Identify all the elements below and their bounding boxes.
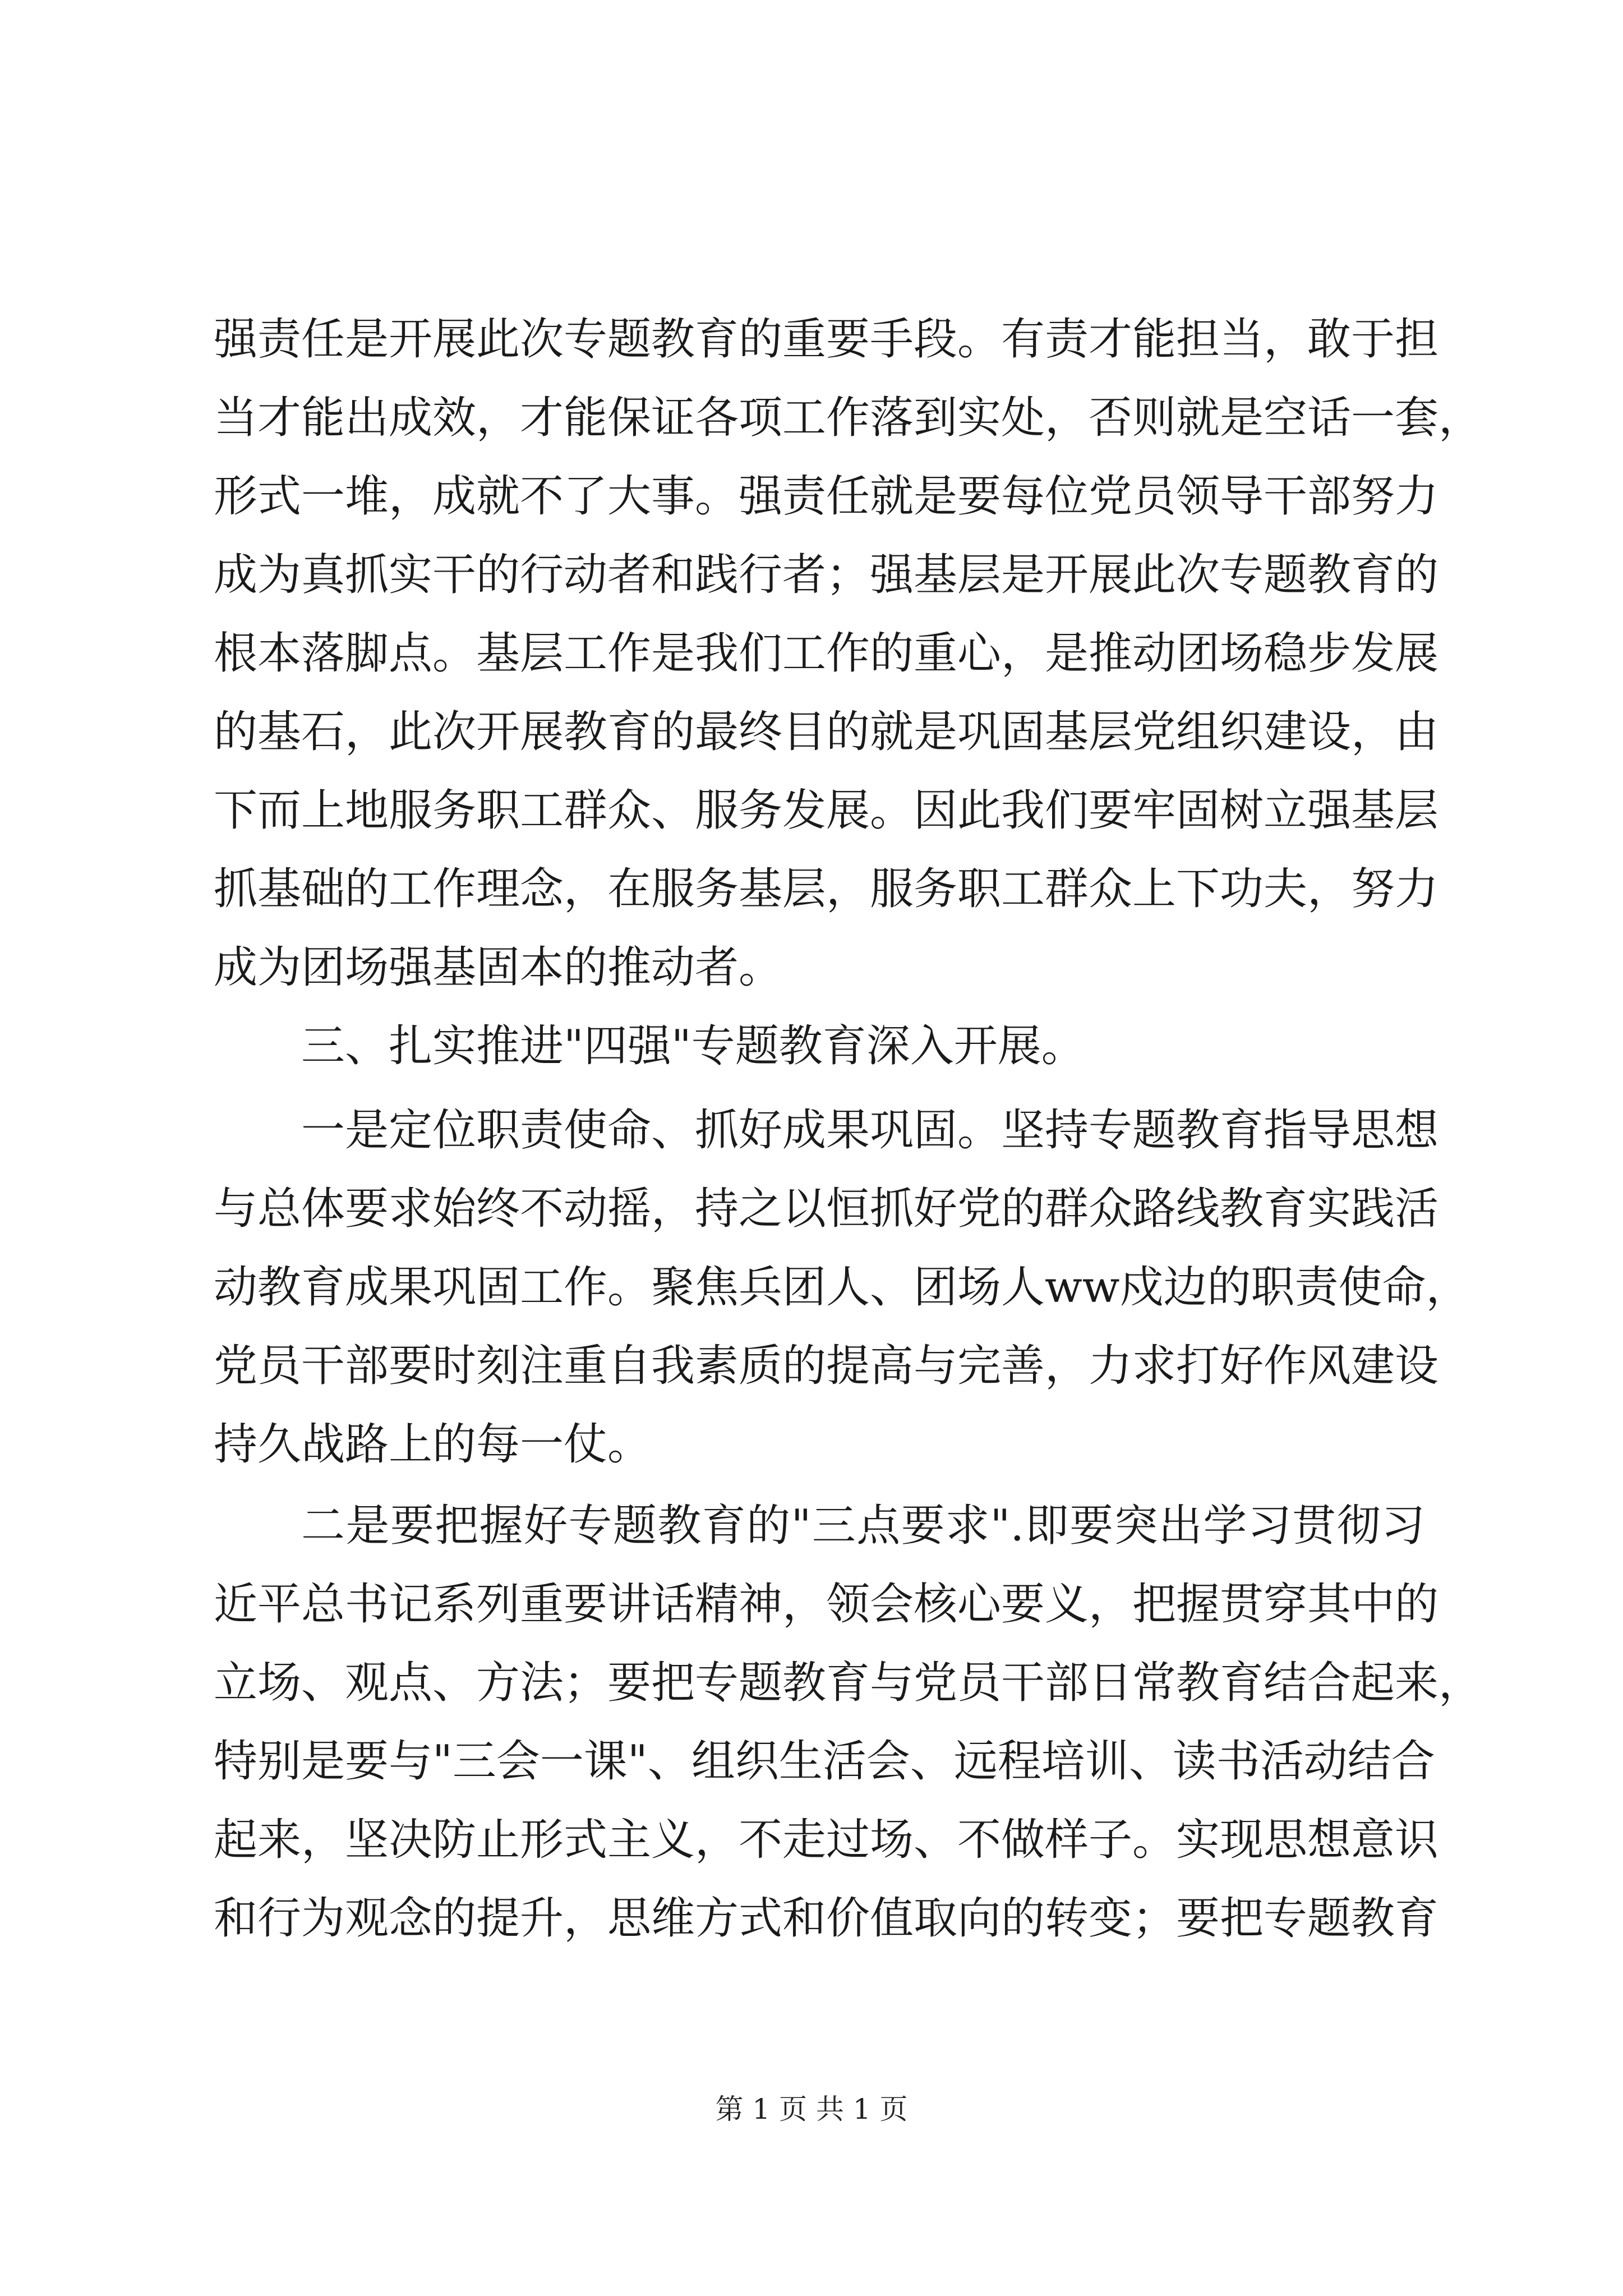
text-line: 近平总书记系列重要讲话精神，领会核心要义，把握贯穿其中的 — [214, 1579, 1439, 1630]
text-line: 抓基础的工作理念，在服务基层，服务职工群众上下功夫，努力 — [214, 864, 1439, 914]
text-line: 成为真抓实干的行动者和践行者；强基层是开展此次专题教育的 — [214, 550, 1439, 600]
text-line: 当才能出成效，才能保证各项工作落到实处，否则就是空话一套， — [214, 393, 1483, 443]
text-line: 强责任是开展此次专题教育的重要手段。有责才能担当，敢于担 — [214, 314, 1439, 365]
section-heading: 三、扎实推进"四强"专题教育深入开展。 — [301, 1021, 1085, 1071]
text-line: 和行为观念的提升，思维方式和价值取向的转变；要把专题教育 — [214, 1893, 1439, 1944]
text-line: 起来，坚决防止形式主义，不走过场、不做样子。实现思想意识 — [214, 1815, 1439, 1865]
text-line: 成为团场强基固本的推动者。 — [214, 942, 783, 993]
text-line: 一是定位职责使命、抓好成果巩固。坚持专题教育指导思想 — [301, 1105, 1439, 1156]
text-line: 与总体要求始终不动摇，持之以恒抓好党的群众路线教育实践活 — [214, 1184, 1439, 1234]
text-line: 特别是要与"三会一课"、组织生活会、远程培训、读书活动结合 — [214, 1736, 1435, 1787]
text-line: 二是要把握好专题教育的"三点要求".即要突出学习贯彻习 — [301, 1501, 1425, 1551]
text-line: 下而上地服务职工群众、服务发展。因此我们要牢固树立强基层 — [214, 785, 1439, 836]
text-line: 形式一堆，成就不了大事。强责任就是要每位党员领导干部努力 — [214, 471, 1439, 522]
page-number-footer: 第 1 页 共 1 页 — [715, 2093, 908, 2125]
text-line: 持久战路上的每一仗。 — [214, 1419, 652, 1470]
text-line: 的基石，此次开展教育的最终目的就是巩固基层党组织建设，由 — [214, 707, 1439, 757]
text-line: 立场、观点、方法；要把专题教育与党员干部日常教育结合起来， — [214, 1658, 1483, 1708]
text-line: 根本落脚点。基层工作是我们工作的重心，是推动团场稳步发展 — [214, 628, 1439, 679]
text-line: 党员干部要时刻注重自我素质的提高与完善，力求打好作风建设 — [214, 1341, 1439, 1391]
text-line: 动教育成果巩固工作。聚焦兵团人、团场人ww戍边的职责使命， — [214, 1262, 1470, 1313]
